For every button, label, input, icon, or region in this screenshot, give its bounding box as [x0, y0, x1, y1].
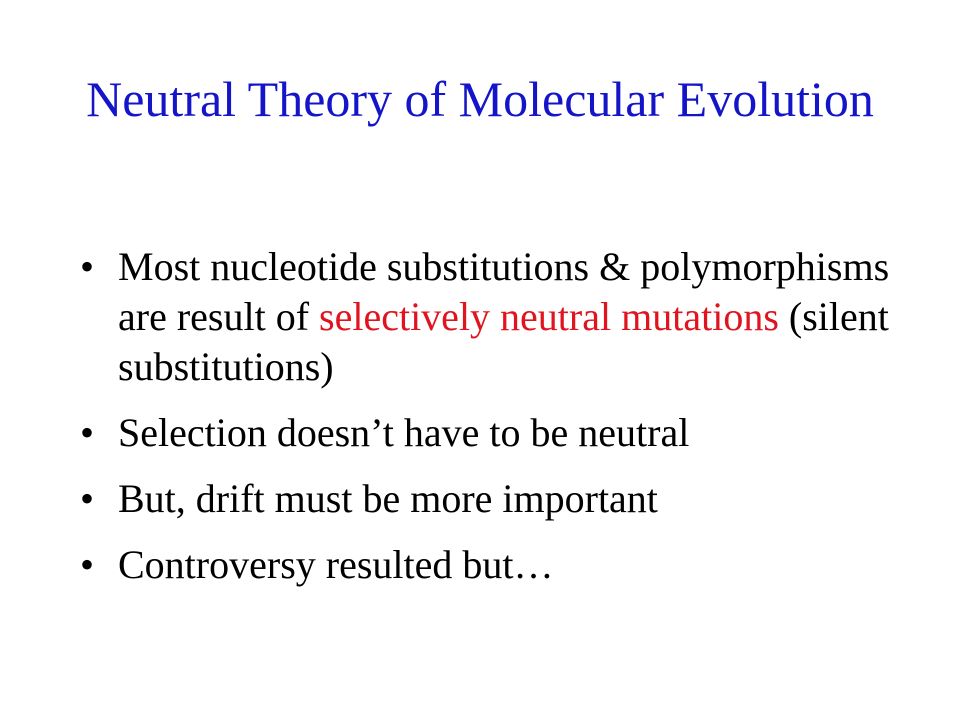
bullet-text: Controversy resulted but…	[118, 542, 554, 587]
bullet-list	[80, 242, 900, 606]
bullet-item	[80, 408, 900, 458]
bullet-text: But, drift must be more important	[118, 476, 658, 521]
bullet-text: Selection doesn’t have to be neutral	[118, 410, 690, 455]
bullet-text-end: (silent substitutions)	[118, 294, 889, 389]
bullet-text-start: Most nucleotide substitutions & polymorphisms are result of	[118, 244, 890, 339]
bullet-item	[80, 242, 900, 392]
bullet-icon: •	[80, 542, 95, 587]
slide-title: Neutral Theory of Molecular Evolution	[86, 71, 874, 127]
bullet-icon: •	[80, 244, 95, 289]
bullet-item	[80, 474, 900, 524]
bullet-item	[80, 540, 900, 590]
bullet-icon: •	[80, 410, 95, 455]
highlighted-text: selectively neutral mutations	[319, 294, 779, 339]
bullet-icon: •	[80, 476, 95, 521]
